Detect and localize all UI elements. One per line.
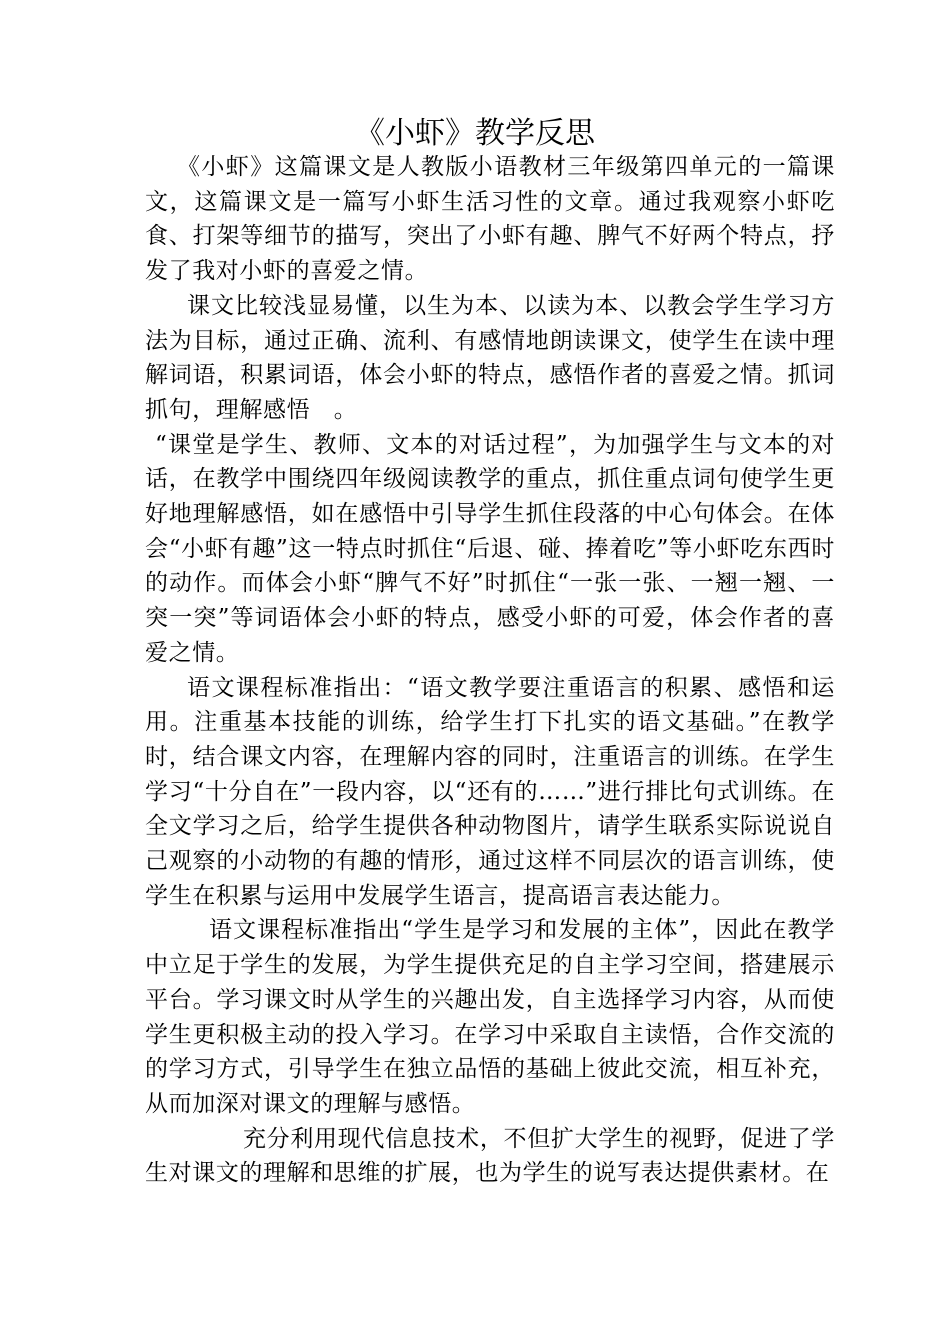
paragraph-2: 课文比较浅显易懂，以生为本、以读为本、以教会学生学习方法为目标，通过正确、流利、有感情地朗读课文，使学生在读中理解词语，积累词语，体会小虾的特点，感悟作者的喜爱之情。抓词抓句，理解感悟 。 — [145, 292, 835, 423]
document-title: 《小虾》教学反思 — [355, 116, 595, 151]
paragraph-4: 语文课程标准指出：“语文教学要注重语言的积累、感悟和运用。注重基本技能的训练，给学生打下扎实的语文基础。”在教学时，结合课文内容，在理解内容的同时，注重语言的训练。在学生学习“十分自在”一段内容，以“还有的……”进行排比句式训练。在全文学习之后，给学生提供各种动物图片，请学生联系实际说说自己观察的小动物的有趣的情形，通过这样不同层次的语言训练，使学生在积累与运用中发展学生语言，提高语言表达能力。 — [145, 674, 835, 909]
paragraph-6: 充分利用现代信息技术，不但扩大学生的视野，促进了学生对课文的理解和思维的扩展，也为学生的说写表达提供素材。在 — [145, 1125, 835, 1187]
paragraph-3: “课堂是学生、教师、文本的对话过程”，为加强学生与文本的对话，在教学中围绕四年级阅读教学的重点，抓住重点词句使学生更好地理解感悟，如在感悟中引导学生抓住段落的中心句体会。在体会“小虾有趣”这一特点时抓住“后退、碰、捧着吃”等小虾吃东西时的动作。而体会小虾“脾气不好”时抓住“一张一张、一翘一翘、一突一突”等词语体会小虾的特点，感受小虾的可爱，体会作者的喜爱之情。 — [145, 431, 835, 666]
paragraph-5: 语文课程标准指出“学生是学习和发展的主体”，因此在教学中立足于学生的发展，为学生提供充足的自主学习空间，搭建展示平台。学习课文时从学生的兴趣出发，自主选择学习内容，从而使学生更积极主动的投入学习。在学习中采取自主读悟，合作交流的的学习方式，引导学生在独立品悟的基础上彼此交流，相互补充，从而加深对课文的理解与感悟。 — [145, 917, 835, 1117]
document-body — [145, 150, 835, 1191]
paragraph-1: 《小虾》这篇课文是人教版小语教材三年级第四单元的一篇课文，这篇课文是一篇写小虾生活习性的文章。通过我观察小虾吃食、打架等细节的描写，突出了小虾有趣、脾气不好两个特点，抒发了我对小虾的喜爱之情。 — [145, 154, 835, 285]
